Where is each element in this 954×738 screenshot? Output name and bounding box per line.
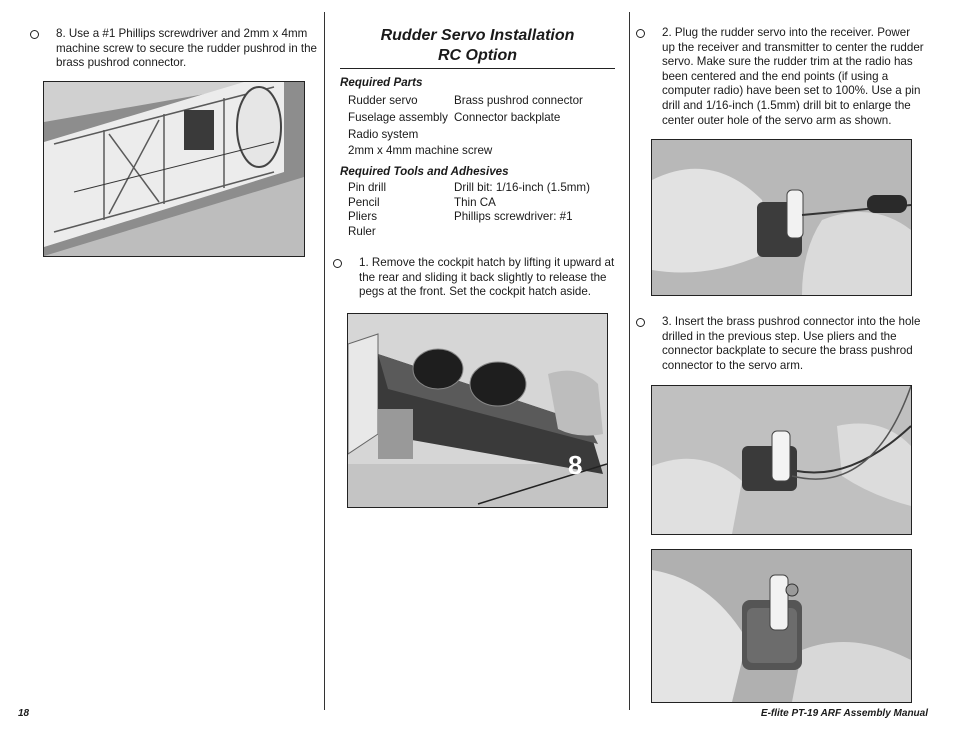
step-3 <box>636 315 926 373</box>
column-divider-left <box>324 12 325 710</box>
part-name: Fuselage assembly <box>348 110 448 124</box>
parts-row <box>348 127 583 144</box>
parts-row <box>348 143 583 160</box>
photo-pushrod-connector-installed <box>651 385 912 535</box>
tool-name: Ruler <box>348 224 376 238</box>
section-title: Rudder Servo Installation <box>380 27 575 44</box>
tool-name: Pencil <box>348 195 380 209</box>
airplane-number: 8 <box>568 450 583 480</box>
tool-name: Pliers <box>348 210 377 224</box>
photo-pushrod-connector-closeup <box>651 549 912 703</box>
tools-row <box>348 210 590 225</box>
parts-row <box>348 110 583 127</box>
part-name: Connector backplate <box>454 110 561 124</box>
required-tools-list <box>348 181 590 239</box>
step-2-text: 2. Plug the rudder servo into the receiver. Power up the receiver and transmitter to center the rudder servo. Make sure the rudder trim at the radio has been centered and the end points (if using a computer radio) have been set to 100%. Use a pin drill and 1/16-inch (1.5mm) drill bit to enlarge the center outer hole of the servo arm as shown. <box>662 26 924 127</box>
part-name: Rudder servo <box>348 94 418 107</box>
step-checkbox[interactable] <box>636 318 645 327</box>
tools-row <box>348 196 590 211</box>
step-1-text: 1. Remove the cockpit hatch by lifting it upward at the rear and sliding it back slightly to release the pegs at the front. Set the cockpit hatch aside. <box>359 256 615 299</box>
step-1 <box>333 256 619 300</box>
title-underline <box>340 68 615 69</box>
step-checkbox[interactable] <box>636 29 645 38</box>
step-checkbox[interactable] <box>30 30 39 39</box>
parts-row <box>348 93 583 110</box>
tool-name: Phillips screwdriver: #1 <box>454 210 573 224</box>
part-name: Brass pushrod connector <box>454 94 583 107</box>
photo-fuselage-pushrod <box>43 81 305 257</box>
tool-name: Drill bit: 1/16-inch (1.5mm) <box>454 181 590 194</box>
footer-title: E-flite PT-19 ARF Assembly Manual <box>760 708 928 719</box>
step-3-text: 3. Insert the brass pushrod connector into the hole drilled in the previous step. Use pliers and the connector backplate to secure the brass pushrod connector to the servo arm. <box>662 315 921 372</box>
step-8 <box>30 27 320 71</box>
tool-name: Thin CA <box>454 195 496 209</box>
part-name: 2mm x 4mm machine screw <box>348 144 493 158</box>
photo-drilling-servo-arm <box>651 139 912 296</box>
required-tools-heading: Required Tools and Adhesives <box>340 165 509 178</box>
tools-row <box>348 181 590 196</box>
step-8-text: 8. Use a #1 Phillips screwdriver and 2mm x 4mm machine screw to secure the rudder pushrod in the brass pushrod connector. <box>56 27 318 70</box>
section-subtitle: RC Option <box>437 47 518 64</box>
step-2 <box>636 26 926 128</box>
photo-cockpit-hatch <box>347 313 608 508</box>
required-parts-heading: Required Parts <box>340 76 423 89</box>
tools-row <box>348 225 590 240</box>
required-parts-list <box>348 93 583 160</box>
part-name: Radio system <box>348 127 419 141</box>
step-checkbox[interactable] <box>333 259 342 268</box>
page-number: 18 <box>18 708 30 719</box>
column-divider-right <box>629 12 630 710</box>
tool-name: Pin drill <box>348 181 387 194</box>
